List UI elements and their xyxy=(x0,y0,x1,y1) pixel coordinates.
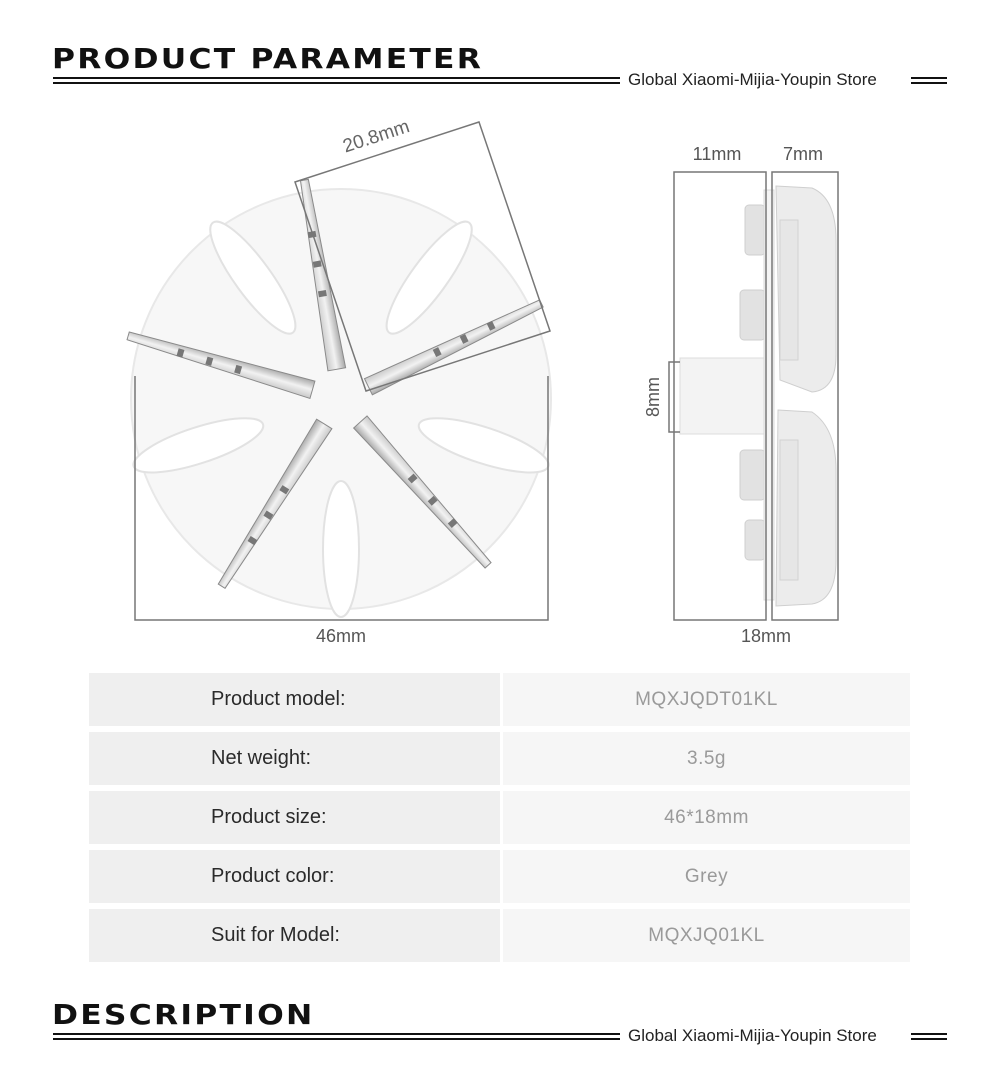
param-row-color xyxy=(89,850,910,903)
param-row-model xyxy=(89,673,910,726)
parameter-section-header xyxy=(0,42,1000,102)
param-label: Product model: xyxy=(211,688,346,710)
store-label: Global Xiaomi-Mijia-Youpin Store xyxy=(628,70,877,89)
header-rule-right xyxy=(911,82,947,84)
dimension-depth-front: 11mm xyxy=(692,144,742,164)
param-value: MQXJQ01KL xyxy=(648,925,765,946)
section-title-description: DESCRIPTION xyxy=(52,998,315,1031)
param-row-weight xyxy=(89,732,910,785)
header-rule-right xyxy=(911,1033,947,1035)
param-value: Grey xyxy=(684,866,729,887)
product-dimension-diagram xyxy=(0,100,1000,660)
param-value: MQXJQDT01KL xyxy=(635,689,778,710)
header-rule-left xyxy=(53,1038,620,1040)
param-label: Product size: xyxy=(211,806,327,828)
param-value: 3.5g xyxy=(687,748,726,769)
parameter-table xyxy=(89,673,910,968)
param-label: Suit for Model: xyxy=(211,924,340,946)
header-rule-left xyxy=(53,82,620,84)
product-diagram-area xyxy=(0,100,1000,660)
header-rule-left xyxy=(53,1033,620,1035)
dimension-depth-back: 7mm xyxy=(783,144,823,164)
cutter-side-view xyxy=(680,186,836,606)
dimension-blade-length: 20.8mm xyxy=(340,116,413,158)
store-label: Global Xiaomi-Mijia-Youpin Store xyxy=(628,1026,877,1045)
dimension-total-depth: 18mm xyxy=(740,626,792,646)
dimension-hub: 8mm xyxy=(643,377,663,417)
header-rule-right xyxy=(911,1038,947,1040)
param-row-size xyxy=(89,791,910,844)
param-value: 46*18mm xyxy=(664,807,749,828)
param-label: Product color: xyxy=(211,865,335,887)
header-rule-left xyxy=(53,77,620,79)
description-section-header xyxy=(0,998,1000,1058)
header-rule-right xyxy=(911,77,947,79)
dimension-diameter: 46mm xyxy=(315,626,367,646)
param-row-suit-model xyxy=(89,909,910,962)
section-title-parameter: PRODUCT PARAMETER xyxy=(52,42,484,75)
cutter-disc-front-view xyxy=(125,179,553,617)
param-label: Net weight: xyxy=(211,747,312,769)
